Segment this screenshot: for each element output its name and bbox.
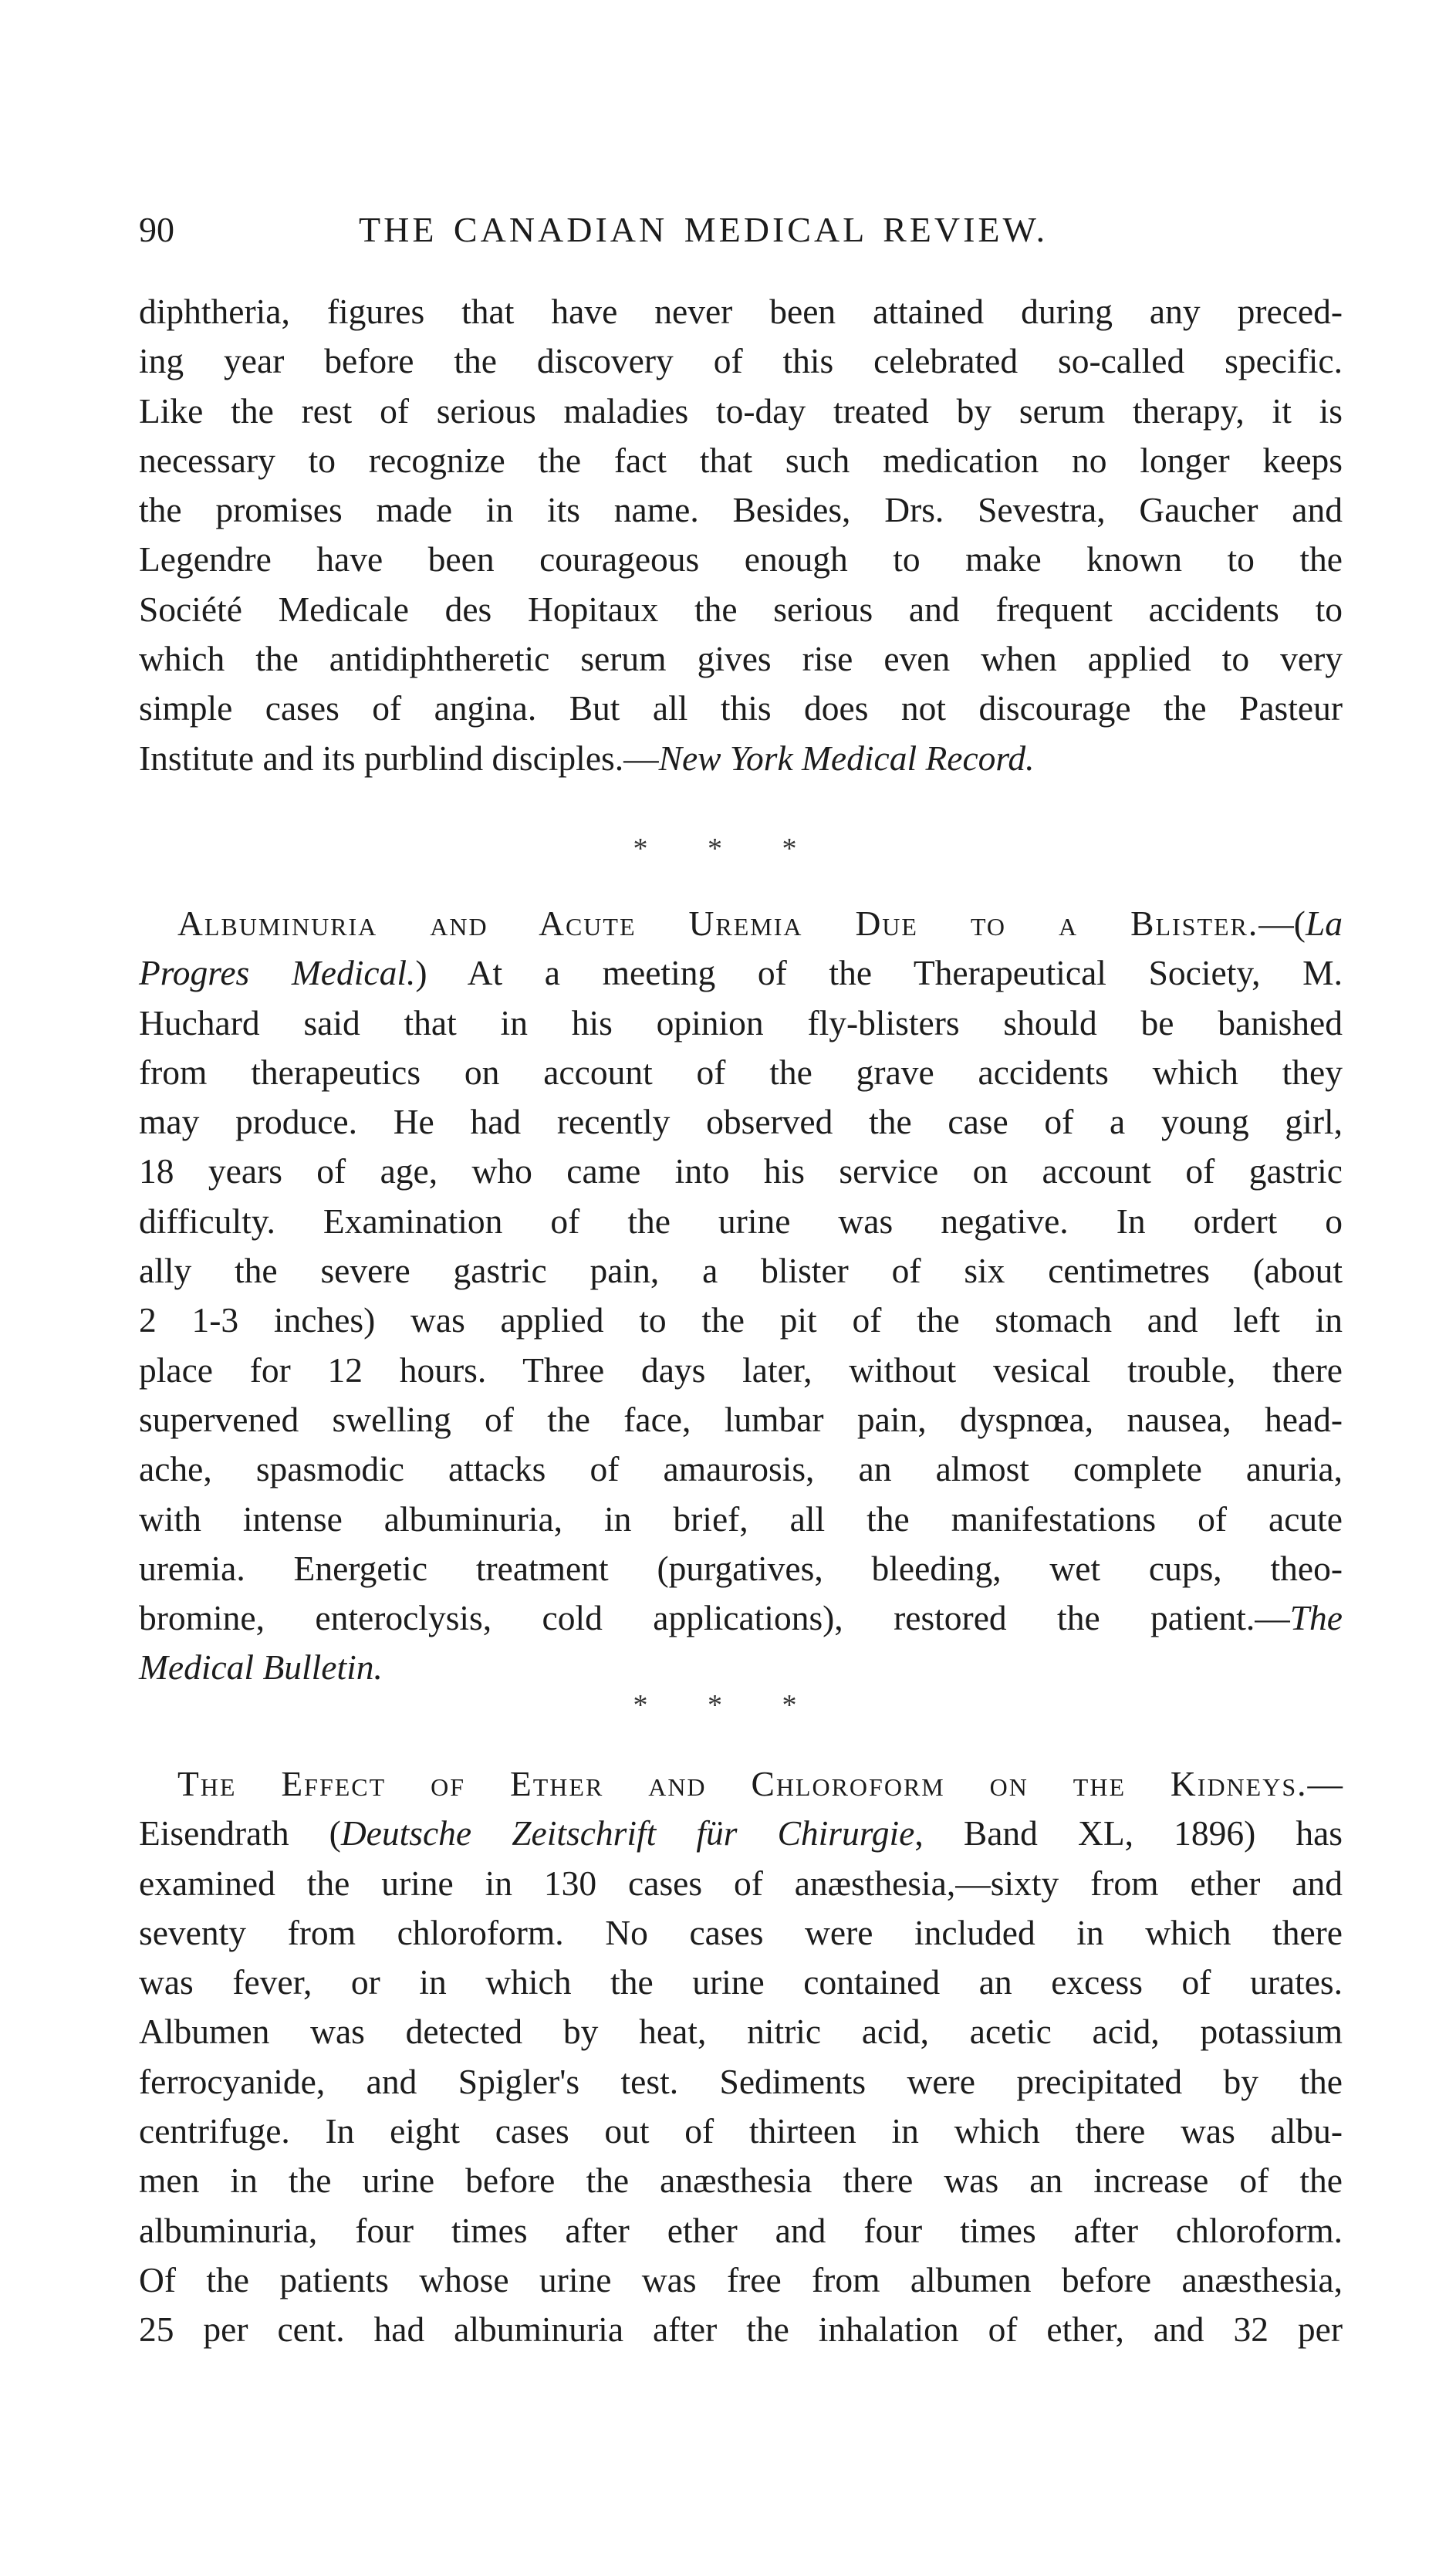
source-citation: La (1305, 904, 1343, 943)
text-line: diphtheria, figures that have never been attained during any preced- (139, 292, 1343, 331)
text-line: simple cases of angina. But all this does not discourage the Pasteur (139, 688, 1343, 728)
section-separator: * * * (633, 1689, 823, 1722)
text-line: which the antidiphtheretic serum gives rise even when applied to very (139, 639, 1343, 679)
text-line: ing year before the discovery of this celebrated so-called specific. (139, 341, 1343, 381)
source-citation: Medical Bulletin. (139, 1647, 383, 1688)
text-line: supervened swelling of the face, lumbar pain, dyspnœa, nausea, head- (139, 1399, 1343, 1439)
text-line (139, 1759, 1343, 1809)
line-text: , Band XL, 1896) has (914, 1813, 1343, 1853)
text-line: Legendre have been courageous enough to make known to the (139, 539, 1343, 579)
text-line: 2 1-3 inches) was applied to the pit of the stomach and left in (139, 1300, 1343, 1340)
text-line: 25 per cent. had albuminuria after the inhalation of ether, and 32 per (139, 2310, 1343, 2350)
section-heading: Albuminuria and Acute Uremia Due to a Blister. (177, 904, 1259, 943)
text-line: albuminuria, four times after ether and four times after chloroform. (139, 2210, 1343, 2250)
text-line: Albumen was detected by heat, nitric acid, acetic acid, potassium (139, 2012, 1343, 2052)
text-line: Huchard said that in his opinion fly-blisters should be banished (139, 1002, 1343, 1042)
text-line: with intense albuminuria, in brief, all the manifestations of acute (139, 1499, 1343, 1539)
text-line (139, 1593, 1343, 1643)
paragraph-ether-chloroform-kidneys (139, 1759, 1343, 2355)
text-line (139, 1809, 1343, 1858)
paragraph-diphtheria-serum (139, 287, 1343, 783)
heading-dash: — (1307, 1764, 1343, 1803)
text-line: ferrocyanide, and Spigler's test. Sediments were precipitated by the (139, 2061, 1343, 2101)
source-citation: Deutsche Zeitschrift für Chirurgie (340, 1813, 915, 1853)
text-line: centrifuge. In eight cases out of thirteen in which there was albu- (139, 2111, 1343, 2151)
page-number: 90 (139, 210, 174, 249)
text-line: ally the severe gastric pain, a blister of six centimetres (about (139, 1251, 1343, 1291)
text-line: 18 years of age, who came into his service on account of gastric (139, 1151, 1343, 1191)
heading-dash: —( (1258, 904, 1306, 943)
text-line: necessary to recognize the fact that such medication no longer keeps (139, 440, 1343, 480)
text-line: Société Medicale des Hopitaux the serious and frequent accidents to (139, 589, 1343, 629)
line-text: bromine, enteroclysis, cold applications), restored the patient.— (139, 1598, 1290, 1638)
text-line: examined the urine in 130 cases of anæsthesia,—sixty from ether and (139, 1863, 1343, 1903)
line-text: Eisendrath ( (139, 1813, 341, 1853)
text-line: Of the patients whose urine was free from albumen before anæsthesia, (139, 2259, 1343, 2299)
text-line: place for 12 hours. Three days later, without vesical trouble, there (139, 1350, 1343, 1390)
journal-title: THE CANADIAN MEDICAL REVIEW. (359, 210, 1049, 249)
text-line: the promises made in its name. Besides, Drs. Sevestra, Gaucher and (139, 490, 1343, 530)
source-citation: The (1289, 1598, 1343, 1638)
paragraph-albuminuria-blister (139, 899, 1343, 1693)
source-citation: Progres Medical. (139, 953, 416, 993)
text-line (139, 899, 1343, 948)
text-line: ache, spasmodic attacks of amaurosis, an almost complete anuria, (139, 1449, 1343, 1489)
source-citation: New York Medical Record. (658, 738, 1035, 778)
text-line: men in the urine before the anæsthesia there was an increase of the (139, 2161, 1343, 2201)
section-heading: The Effect of Ether and Chloroform on the Kidneys. (177, 1764, 1308, 1803)
line-text: At a meeting of the Therapeutical Society, M. (427, 953, 1343, 993)
text-line: Like the rest of serious maladies to-day treated by serum therapy, it is (139, 390, 1343, 431)
running-head (139, 207, 1343, 253)
citation-close: ) (415, 953, 427, 993)
text-line: difficulty. Examination of the urine was negative. In ordert o (139, 1201, 1343, 1241)
text-line (139, 734, 1343, 783)
text-line: seventy from chloroform. No cases were included in which there (139, 1912, 1343, 1952)
line-text: Institute and its purblind disciples.— (139, 738, 659, 778)
section-separator: * * * (633, 833, 823, 865)
text-line: was fever, or in which the urine contained an excess of urates. (139, 1962, 1343, 2002)
text-line (139, 948, 1343, 998)
text-line: may produce. He had recently observed the case of a young girl, (139, 1102, 1343, 1142)
text-line: uremia. Energetic treatment (purgatives, bleeding, wet cups, theo- (139, 1548, 1343, 1588)
text-line: from therapeutics on account of the grave accidents which they (139, 1052, 1343, 1092)
